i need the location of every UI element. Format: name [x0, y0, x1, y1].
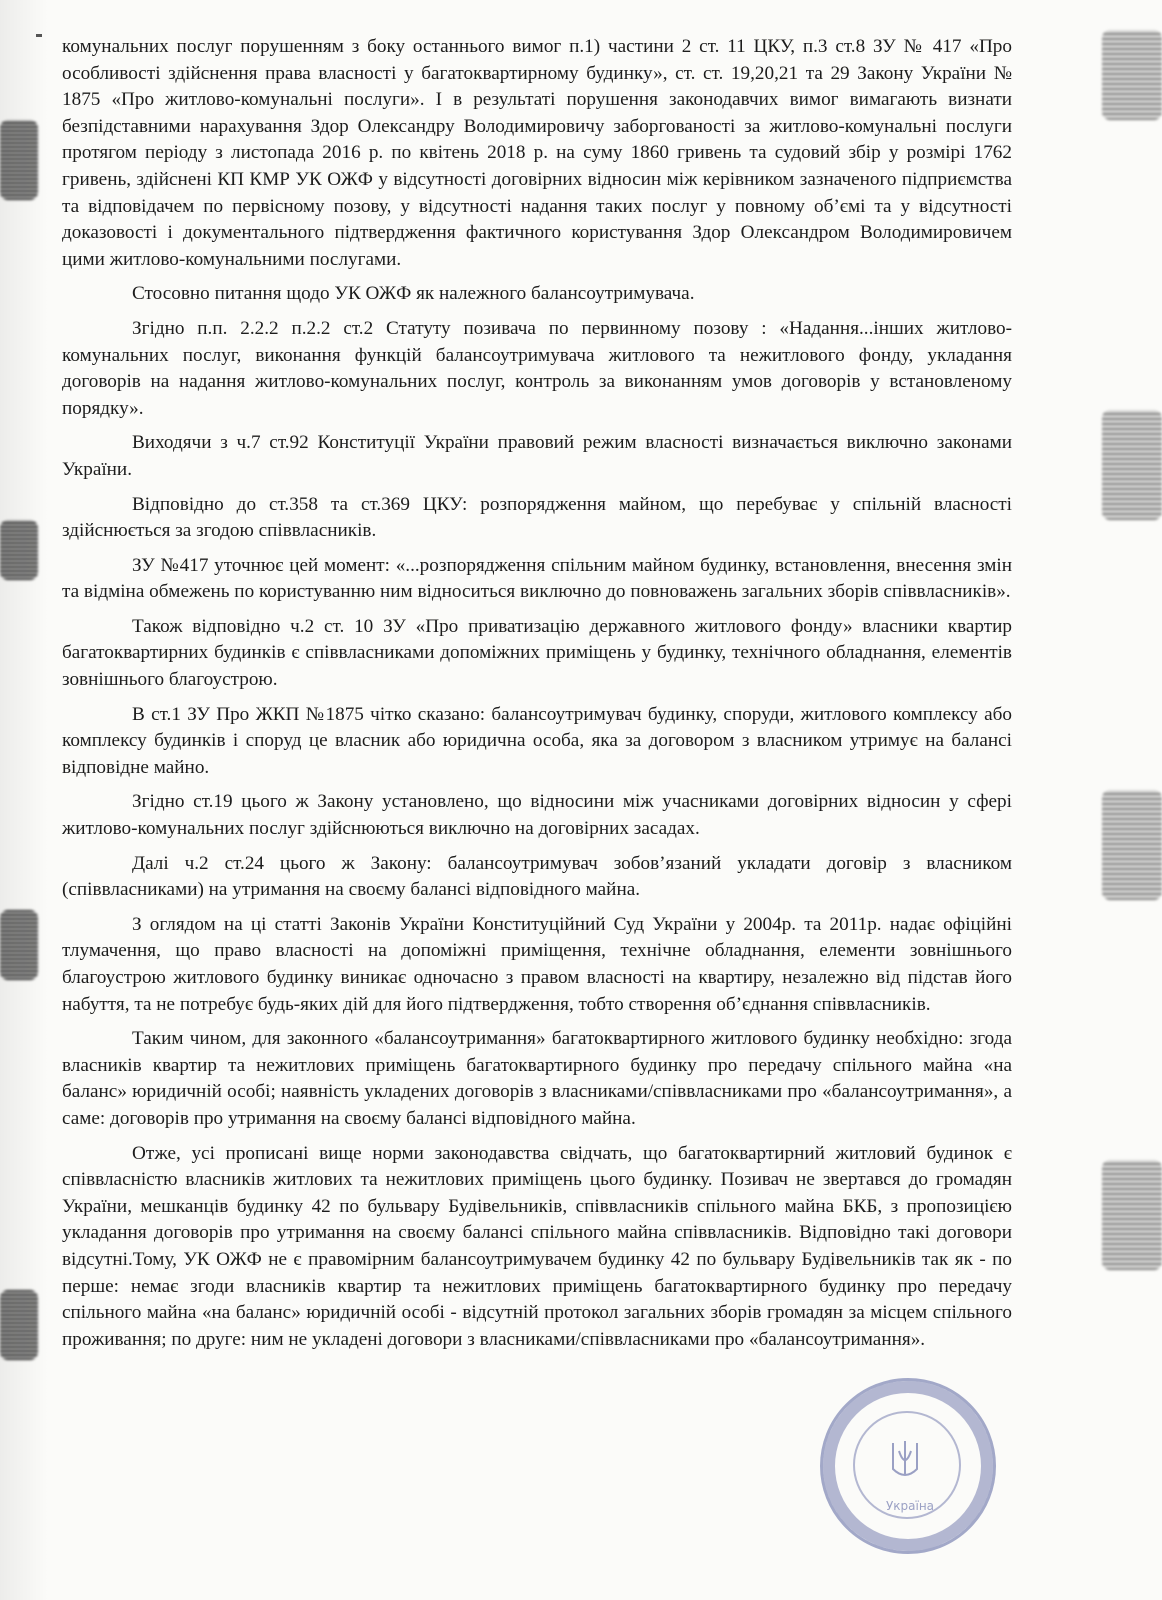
trident-icon — [889, 1439, 921, 1483]
paragraph-5: Відповідно до ст.358 та ст.369 ЦКУ: розпорядження майном, що перебуває у спільній власності здійснюється за згодою співвласників. — [62, 493, 1012, 542]
paragraph-2: Стосовно питання щодо УК ОЖФ як належного балансоутримувача. — [132, 283, 695, 305]
paragraph-9: Згідно ст.19 цього ж Закону установлено, що відносини між учасниками договірних відносин у сфері житлово-комунальних послуг здійснюються виключно на договірних засадах. — [62, 791, 1012, 840]
scan-smear — [0, 910, 38, 980]
paragraph-1: комунальних послуг порушенням з боку останнього вимог п.1) частини 2 ст. 11 ЦКУ, п.3 ст.8 ЗУ № 417 «Про особливості здійснення права власності у багатоквартирному будинку», ст. ст. 19,20,21 та 29 Закону України № 1875 «Про житлово-комунальні послуги». І в результаті порушення законодавчих вимог вимагають визнати безпідставними нарахування Здор Олександру Володимировичу заборгованості за житлово-комунальні послуги протягом періоду з листопада 2016 р. по квітень 2018 р. на суму 1860 гривень та судовий збір у розмірі 1762 гривень, здійснені КП КМР УК ОЖФ у відсутності договірних відносин між керівником зазначеного підприємства та відповідачем по первісному позову, у відсутності надання таких послуг у повному об’ємі та у відсутності доказовості і документального підтвердження фактичного користування Здор Олександром Володимировичем цими житлово-комунальними послугами. — [62, 36, 1012, 270]
paragraph-12: Таким чином, для законного «балансоутримання» багатоквартирного житлового будинку необхідно: згода власників квартир та нежитлових приміщень багатоквартирного будинку про передачу спільного майна «на баланс» юридичній особі; наявність укладених договорів з власниками/співвласниками про «балансоутримання», а саме: договорів про утримання на своєму балансі відповідного майна. — [62, 1028, 1012, 1129]
paragraph-8: В ст.1 ЗУ Про ЖКП №1875 чітко сказано: балансоутримувач будинку, споруди, житлового комплексу або комплексу будинків і споруд це власник або юридична особа, яка за договором з власником утримує на балансі відповідне майно. — [62, 703, 1012, 778]
paragraph-3: Згідно п.п. 2.2.2 п.2.2 ст.2 Статуту позивача по первинному позову : «Надання...інших житлово-комунальних послуг, виконання функцій балансоутримувача житлового та нежитлового фонду, укладання договорів на надання житлово-комунальних послуг, контроль за виконанням умов договорів у встановленому порядку». — [62, 317, 1012, 419]
document-body — [62, 34, 1012, 1361]
paragraph-13: Отже, усі прописані вище норми законодавства свідчать, що багатоквартирний житловий будинок є співвласністю власників житлових та нежитлових приміщень цього будинку. Позивач не звертався до громадян України, мешканців будинку 42 по бульвару Будівельників, співвласників спільного майна БКБ, з пропозицією укладання договорів про утримання на своєму балансі спільного майна співвласників. Відповідно такі договори відсутні.Тому, УК ОЖФ не є правомірним балансоутримувачем будинку 42 по бульвару Будівельників так як - по перше: немає згоди власників квартир та нежитлових приміщень багатоквартирного будинку про передачу спільного майна «на баланс» юридичній особі - відсутній протокол загальних зборів громадян за місцем спільного проживання; по друге: ним не укладені договори з власниками/співвласниками про «балансоутримання». — [62, 1142, 1012, 1350]
scan-smear — [0, 120, 38, 200]
paragraph-4: Виходячи з ч.7 ст.92 Конституції України правовий режим власності визначається виключно законами України. — [62, 432, 1012, 480]
seal-text: Україна — [885, 1499, 935, 1513]
scan-smear — [1102, 790, 1162, 900]
scan-smear — [1102, 1160, 1162, 1270]
scan-smear — [1102, 410, 1162, 520]
official-seal — [820, 1378, 996, 1554]
paragraph-10: Далі ч.2 ст.24 цього ж Закону: балансоутримувач зобов’язаний укладати договір з власником (співвласниками) на утримання на своєму балансі відповідного майна. — [62, 852, 1012, 901]
scan-smear — [0, 520, 38, 580]
scan-smear — [0, 1290, 38, 1360]
paragraph-11: З оглядом на ці статті Законів України Конституційний Суд України у 2004р. та 2011р. надає офіційні тлумачення, що право власності на допоміжні приміщення, технічне обладнання, елементи зовнішнього благоустрою житлового будинку виникає одночасно з правом власності на квартиру, незалежно від підстав його набуття, та не потребує будь-яких дій для його підтвердження, тобто створення об’єднання співвласників. — [62, 913, 1012, 1015]
paragraph-7: Також відповідно ч.2 ст. 10 ЗУ «Про приватизацію державного житлового фонду» власники квартир багатоквартирних будинків є співвласниками допоміжних приміщень у будинку, технічного обладнання, елементів зовнішнього благоустрою. — [62, 615, 1012, 691]
scan-shadow — [0, 0, 48, 1600]
paragraph-6: ЗУ №417 уточнює цей момент: «...розпорядження спільним майном будинку, встановлення, внесення змін та відміна обмежень по користуванню ним відноситься виключно до повноважень загальних зборів співвласників». — [62, 554, 1012, 603]
scan-speck — [36, 34, 42, 37]
scan-smear — [1102, 30, 1162, 120]
